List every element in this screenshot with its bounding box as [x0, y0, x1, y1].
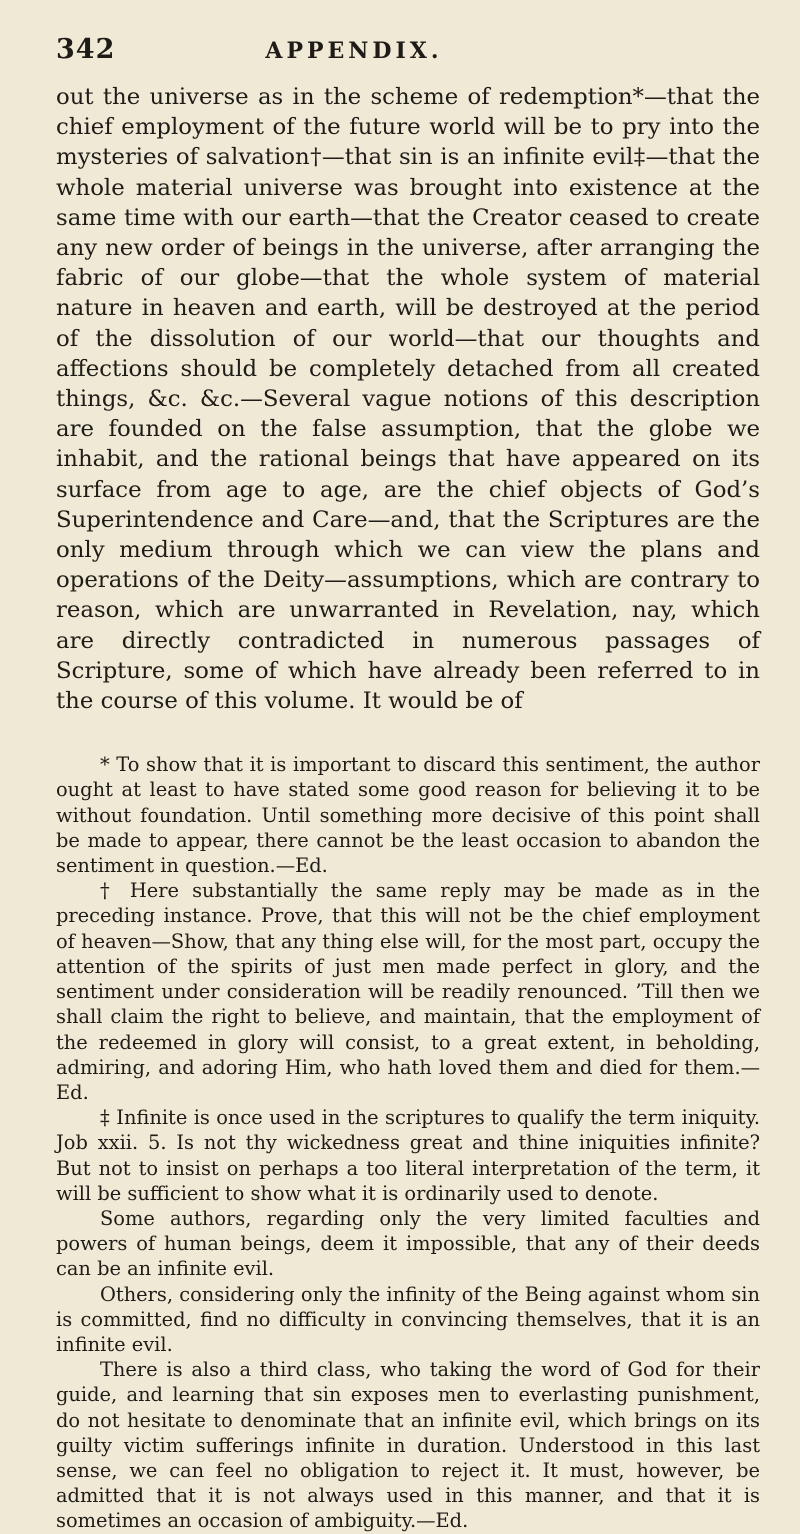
footnote-star: * To show that it is important to discard this sentiment, the author ought at least to have stated some good reason for believing it to be without foundation. Until something more decisive of this point shall be made to appear, there cannot be the least occasion to abandon the sentiment in question.—Ed. — [56, 753, 760, 878]
footnote-dagger: † Here substantially the same reply may be made as in the preceding instance. Prove, that this will not be the chief employment of heaven—Show, that any thing else will, for the most part, occupy the attention of the spirits of just men made perfect in glory, and the sentiment under consideration will be readily renounced. ’Till then we shall claim the right to believe, and maintain, that the employment of the redeemed in glory will consist, to a great extent, in beholding, admiring, and adoring Him, who hath loved them and died for them.—Ed. — [56, 879, 760, 1104]
footnote-continuation: Some authors, regarding only the very limited faculties and powers of human beings, deem it impossible, that any of their deeds can be an infinite evil. — [56, 1206, 760, 1281]
footnote-continuation: There is also a third class, who taking the word of God for their guide, and learning that sin exposes men to everlasting punishment, do not hesitate to denominate that an infinite evil, which brings on its guilty victim sufferings infinite in duration. Understood in this last sense, we can feel no obligation to reject it. It must, however, be admitted that it is not always used in this manner, and that it is sometimes an occasion of ambiguity.—Ed. — [56, 1358, 760, 1533]
running-head — [56, 34, 760, 78]
body-paragraph: out the universe as in the scheme of redemption*—that the chief employment of the future world will be to pry into the mysteries of salvation†—that sin is an infinite evil‡—that the whole material universe was brought into existence at the same time with our earth—that the Creator ceased to create any new order of beings in the universe, after arranging the fabric of our globe—that the whole system of material nature in heaven and earth, will be destroyed at the period of the dissolution of our world—that our thoughts and affections should be completely detached from all created things, &c. &c.—Several vague notions of this description are founded on the false assumption, that the globe we inhabit, and the rational beings that have appeared on its surface from age to age, are the chief objects of God’s Superintendence and Care—and, that the Scriptures are the only medium through which we can view the plans and operations of the Deity—assumptions, which are contrary to reason, which are unwarranted in Revelation, nay, which are directly contradicted in numerous passages of Scripture, some of which have already been referred to in the course of this volume. It would be of — [56, 84, 760, 715]
running-title: APPENDIX. — [265, 38, 443, 64]
page-number: 342 — [56, 34, 116, 65]
main-text — [56, 82, 760, 716]
footnote-continuation: Others, considering only the infinity of the Being against whom sin is committed, find no difficulty in convincing themselves, that it is an infinite evil. — [56, 1282, 760, 1356]
footnotes — [56, 752, 760, 1533]
footnote-double-dagger: ‡ Infinite is once used in the scriptures to qualify the term iniquity. Job xxii. 5. Is not thy wickedness great and thine iniquities infinite? But not to insist on perhaps a too literal interpretation of the term, it will be sufficient to show what it is ordinarily used to denote. — [56, 1106, 760, 1205]
